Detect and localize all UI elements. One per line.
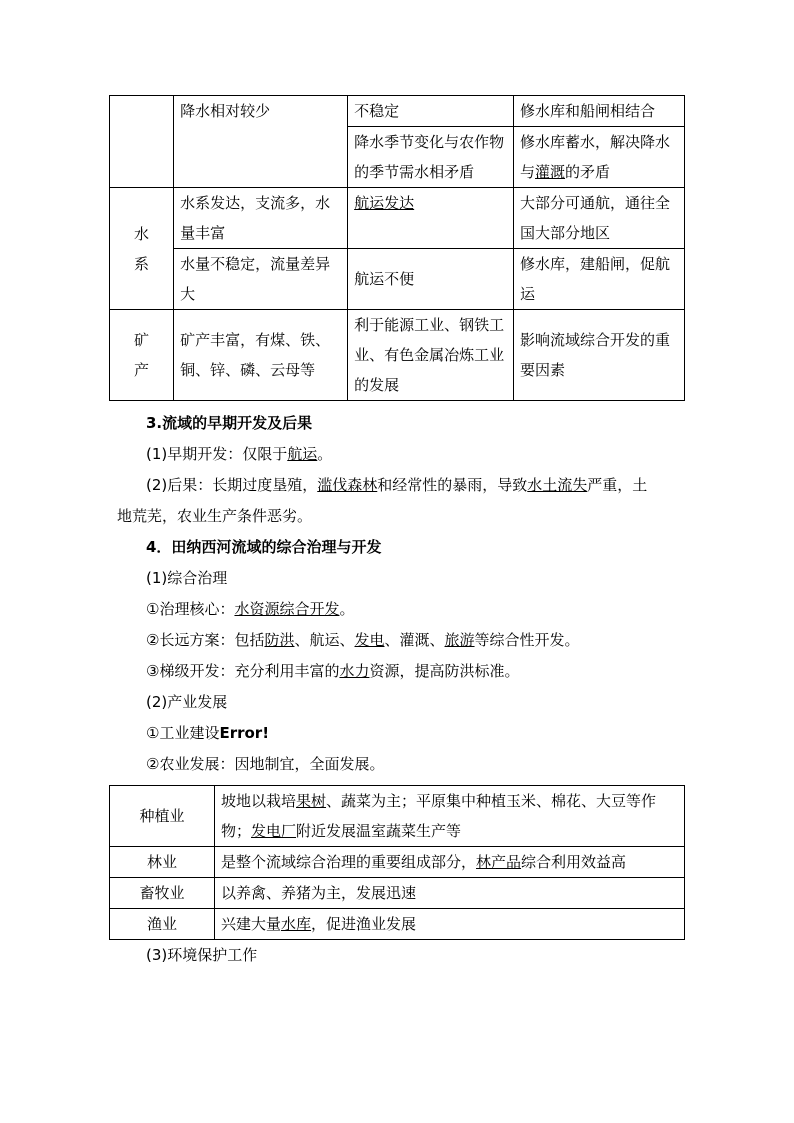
paragraph <box>146 444 332 464</box>
resource-table <box>109 95 685 401</box>
text: ③梯级开发：充分利用丰富的 <box>146 662 340 680</box>
cell-text: 修水库蓄水，解决降水与 <box>520 133 671 181</box>
underlined-text: 林产品 <box>476 853 522 871</box>
text: (1)早期开发：仅限于 <box>146 445 288 463</box>
text: 、航运、 <box>294 631 355 649</box>
section-heading: 4．田纳西河流域的综合治理与开发 <box>146 538 382 556</box>
table-cell: 利于能源工业、钢铁工业、有色金属冶炼工业的发展 <box>348 310 514 401</box>
table-cell: 修水库，建船闸，促航运 <box>514 249 685 310</box>
row-header: 种植业 <box>110 786 215 847</box>
table-cell <box>348 188 514 249</box>
row-header-text: 水系 <box>134 224 150 273</box>
row-header: 林业 <box>110 847 215 878</box>
underlined-text: 航运 <box>287 445 318 463</box>
row-header <box>110 310 174 401</box>
table-row <box>110 96 685 127</box>
table-cell <box>514 127 685 188</box>
paragraph <box>146 475 647 495</box>
text: 严重，土 <box>587 476 648 494</box>
text: 等综合性开发。 <box>474 631 580 649</box>
text: ①工业建设 <box>146 724 220 742</box>
table-cell: 不稳定 <box>348 96 514 127</box>
text: 坡地以栽培 <box>221 792 297 810</box>
table-cell: 降水季节变化与农作物的季节需水相矛盾 <box>348 127 514 188</box>
table-cell: 水系发达，支流多，水量丰富 <box>174 188 348 249</box>
table-cell: 大部分可通航，通往全国大部分地区 <box>514 188 685 249</box>
paragraph <box>146 599 354 619</box>
row-header: 畜牧业 <box>110 878 215 909</box>
table-cell: 矿产丰富，有煤、铁、铜、锌、磷、云母等 <box>174 310 348 401</box>
underlined-text: 果树 <box>296 792 327 810</box>
agriculture-table <box>109 785 685 940</box>
underlined-text: 旅游 <box>444 631 475 649</box>
error-text: Error! <box>219 724 270 742</box>
cell-underline: 灌溉 <box>535 163 566 181</box>
table-cell <box>215 909 685 940</box>
text: 。 <box>339 600 355 618</box>
paragraph <box>146 661 519 681</box>
underlined-text: 发电厂 <box>251 822 297 840</box>
table-cell <box>215 847 685 878</box>
table-row <box>110 786 685 847</box>
table-cell: 修水库和船闸相结合 <box>514 96 685 127</box>
cell-text: 的矛盾 <box>565 163 611 181</box>
section-heading: 3.流域的早期开发及后果 <box>146 414 313 432</box>
underlined-text: 水资源综合开发 <box>234 600 340 618</box>
paragraph <box>146 723 269 743</box>
table-cell: 水量不稳定，流量差异大 <box>174 249 348 310</box>
text: ①治理核心： <box>146 600 235 618</box>
underlined-text: 滥伐森林 <box>317 476 378 494</box>
underlined-text: 水土流失 <box>527 476 588 494</box>
table-cell: 航运不便 <box>348 249 514 310</box>
cell-underline: 航运发达 <box>354 194 415 212</box>
text: 附近发展温室蔬菜生产等 <box>296 822 462 840</box>
text: 。 <box>317 445 333 463</box>
text: 和经常性的暴雨，导致 <box>377 476 528 494</box>
underlined-text: 发电 <box>354 631 385 649</box>
text: 、灌溉、 <box>384 631 445 649</box>
table-row <box>110 188 685 249</box>
table-row <box>110 310 685 401</box>
text: ，促进渔业发展 <box>311 915 417 933</box>
underlined-text: 防洪 <box>264 631 295 649</box>
text: 资源，提高防洪标准。 <box>369 662 520 680</box>
table-row <box>110 249 685 310</box>
table-cell: 影响流域综合开发的重要因素 <box>514 310 685 401</box>
paragraph: (3)环境保护工作 <box>146 946 258 964</box>
paragraph: (1)综合治理 <box>146 569 228 587</box>
table-row <box>110 909 685 940</box>
table-cell: 以养禽、养猪为主，发展迅速 <box>215 878 685 909</box>
row-header: 渔业 <box>110 909 215 940</box>
table-cell <box>215 786 685 847</box>
text: 兴建大量 <box>221 915 282 933</box>
table-cell: 降水相对较少 <box>174 96 348 188</box>
underlined-text: 水库 <box>281 915 312 933</box>
paragraph <box>146 630 580 650</box>
table-cell <box>110 96 174 188</box>
paragraph-continuation: 地荒芜，农业生产条件恶劣。 <box>117 507 313 525</box>
paragraph: (2)产业发展 <box>146 693 228 711</box>
paragraph: ②农业发展：因地制宜，全面发展。 <box>146 755 385 773</box>
text: 综合利用效益高 <box>521 853 627 871</box>
table-row <box>110 847 685 878</box>
text: 是整个流域综合治理的重要组成部分， <box>221 853 477 871</box>
text: (2)后果：长期过度垦殖， <box>146 476 318 494</box>
text: 、蔬菜为主；平原集中种植玉米、棉花、大豆等作物； <box>221 792 657 840</box>
row-header-text: 矿产 <box>134 331 150 379</box>
table-row <box>110 878 685 909</box>
row-header <box>110 188 174 310</box>
underlined-text: 水力 <box>339 662 370 680</box>
text: ②长远方案：包括 <box>146 631 265 649</box>
